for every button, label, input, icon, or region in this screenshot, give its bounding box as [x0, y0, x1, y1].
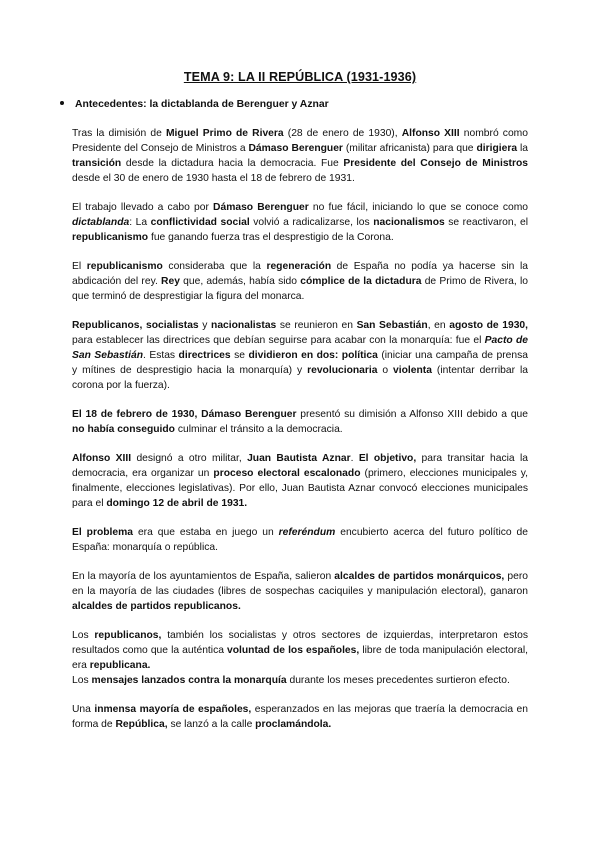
- text-run: o: [377, 365, 394, 376]
- text-run: durante los meses precedentes surtieron efecto.: [286, 675, 510, 686]
- text-run: que, además, había sido: [179, 276, 301, 287]
- text-run: desde el 30 de enero de 1930 hasta el 18 de febrero de 1931.: [72, 173, 355, 184]
- bold-text: República,: [115, 719, 168, 730]
- bold-text: republicanismo: [86, 261, 163, 272]
- text-run: esperanzados en las mejoras que traería la democracia en forma de: [72, 704, 528, 730]
- paragraph: [72, 673, 528, 688]
- bullet-dot-icon: [60, 101, 64, 105]
- bold-text: dividieron en dos: política: [248, 350, 378, 361]
- bold-text: Republicanos, socialistas: [72, 320, 199, 331]
- text-run: (28 de enero de 1930),: [283, 128, 402, 139]
- bold-text: Alfonso XIII: [401, 128, 460, 139]
- bold-text: Juan Bautista Aznar: [247, 453, 351, 464]
- bold-text: conflictividad social: [150, 217, 250, 228]
- bold-text: nacionalismos: [373, 217, 445, 228]
- text-run: En la mayoría de los ayuntamientos de España, salieron: [72, 571, 335, 582]
- section-heading: Antecedentes: la dictablanda de Berenguer y Aznar: [75, 99, 329, 110]
- paragraph: [72, 318, 528, 393]
- emphasis-text: referéndum: [278, 527, 336, 538]
- text-run: Los: [72, 675, 92, 686]
- paragraph: [72, 702, 528, 732]
- bold-text: Miguel Primo de Rivera: [165, 128, 284, 139]
- paragraph: [72, 200, 528, 245]
- bold-text: proceso electoral escalonado: [213, 468, 361, 479]
- bold-text: alcaldes de partidos republicanos.: [72, 601, 241, 612]
- text-run: presentó su dimisión a Alfonso XIII debido a que: [296, 409, 528, 420]
- text-run: .: [350, 453, 359, 464]
- bold-text: voluntad de los españoles,: [227, 645, 360, 656]
- paragraph: [72, 525, 528, 555]
- text-run: libre de toda manipulación electoral, era: [72, 645, 528, 671]
- text-run: (iniciar una campaña de prensa y mítines de desprestigio hacia la monarquía) y: [72, 350, 528, 376]
- text-run: era que estaba en juego un: [133, 527, 279, 538]
- paragraph: [72, 628, 528, 673]
- page-title: TEMA 9: LA II REPÚBLICA (1931-1936): [183, 70, 417, 84]
- bold-text: agosto de 1930,: [449, 320, 529, 331]
- text-run: : La: [129, 217, 151, 228]
- text-run: nombró como Presidente del Consejo de Ministros a: [72, 128, 528, 154]
- bold-text: Alfonso XIII: [72, 453, 132, 464]
- bold-text: republicanos,: [94, 630, 162, 641]
- text-run: para establecer las directrices que debían seguirse para acabar con la monarquía: fue el: [72, 335, 485, 346]
- bold-text: nacionalistas: [211, 320, 277, 331]
- text-run: Los: [72, 630, 95, 641]
- text-run: (intentar derribar la corona por la fuerza).: [72, 365, 528, 391]
- bold-text: inmensa mayoría de españoles,: [94, 704, 252, 715]
- text-run: Tras la dimisión de: [72, 128, 166, 139]
- text-run: . Estas: [143, 350, 179, 361]
- paragraph: [72, 259, 528, 304]
- bold-text: mensajes lanzados contra la monarquía: [91, 675, 287, 686]
- bold-text: Dámaso Berenguer: [248, 143, 343, 154]
- text-run: culminar el tránsito a la democracia.: [174, 424, 343, 435]
- text-run: desde la dictadura hacia la democracia. Fue: [121, 158, 344, 169]
- emphasis-text: Pacto de San Sebastián: [72, 335, 528, 361]
- bold-text: regeneración: [266, 261, 332, 272]
- text-run: Una: [72, 704, 95, 715]
- paragraph: [72, 451, 528, 511]
- text-run: fue ganando fuerza tras el desprestigio de la Corona.: [148, 232, 394, 243]
- text-run: El: [72, 261, 87, 272]
- bold-text: republicanismo: [72, 232, 149, 243]
- bold-text: violenta: [393, 365, 432, 376]
- bold-text: El 18 de febrero de 1930, Dámaso Berenguer: [72, 409, 297, 420]
- text-run: pero en la mayoría de las ciudades (libres de sospechas caciquiles y manipulación electoral), ganaron: [72, 571, 528, 597]
- paragraph: [72, 569, 528, 614]
- text-run: encubierto acerca del futuro político de España: monarquía o república.: [72, 527, 529, 553]
- bold-text: no había conseguido: [72, 424, 175, 435]
- emphasis-text: dictablanda: [72, 217, 130, 228]
- text-run: y: [198, 320, 212, 331]
- text-run: se reactivaron, el: [444, 217, 528, 228]
- bold-text: proclamándola.: [255, 719, 332, 730]
- bold-text: dirigiera: [476, 143, 518, 154]
- text-run: de España no podía ya hacerse sin la abdicación del rey.: [72, 261, 528, 287]
- text-run: , en: [427, 320, 450, 331]
- paragraph: [72, 126, 528, 186]
- text-run: la: [517, 143, 528, 154]
- text-run: de Primo de Rivera, lo que terminó de desprestigiar la figura del monarca.: [72, 276, 528, 302]
- body-text: [72, 126, 528, 732]
- bold-text: El problema: [72, 527, 134, 538]
- text-run: se reunieron en: [276, 320, 357, 331]
- text-run: no fue fácil, iniciando lo que se conoce como: [308, 202, 528, 213]
- bold-text: Presidente del Consejo de Ministros: [343, 158, 529, 169]
- text-run: consideraba que la: [162, 261, 267, 272]
- bold-text: directrices: [178, 350, 231, 361]
- bold-text: Rey: [161, 276, 180, 287]
- bold-text: El objetivo,: [358, 453, 417, 464]
- text-run: El trabajo llevado a cabo por: [72, 202, 214, 213]
- paragraph: [72, 407, 528, 437]
- text-run: se lanzó a la calle: [167, 719, 256, 730]
- text-run: (militar africanista) para que: [342, 143, 477, 154]
- bold-text: cómplice de la dictadura: [300, 276, 422, 287]
- bold-text: revolucionaria: [307, 365, 378, 376]
- text-run: (primero, elecciones municipales y, finalmente, elecciones legislativas). Por ello, Juan Bautista Aznar convocó elecciones municipales para el: [72, 468, 529, 509]
- text-run: también los socialistas y otros sectores de izquierdas, interpretaron estos resultados como que la auténtica: [72, 630, 528, 656]
- bold-text: domingo 12 de abril de 1931.: [106, 498, 248, 509]
- text-run: volvió a radicalizarse, los: [249, 217, 374, 228]
- section-bullet: [60, 97, 528, 112]
- bold-text: Dámaso Berenguer: [213, 202, 309, 213]
- text-run: se: [230, 350, 249, 361]
- bold-text: transición: [72, 158, 122, 169]
- bold-text: San Sebastián: [356, 320, 428, 331]
- bold-text: republicana.: [89, 660, 151, 671]
- text-run: para transitar hacia la democracia, era organizar un: [72, 453, 528, 479]
- text-run: designó a otro militar,: [131, 453, 248, 464]
- bold-text: alcaldes de partidos monárquicos,: [334, 571, 505, 582]
